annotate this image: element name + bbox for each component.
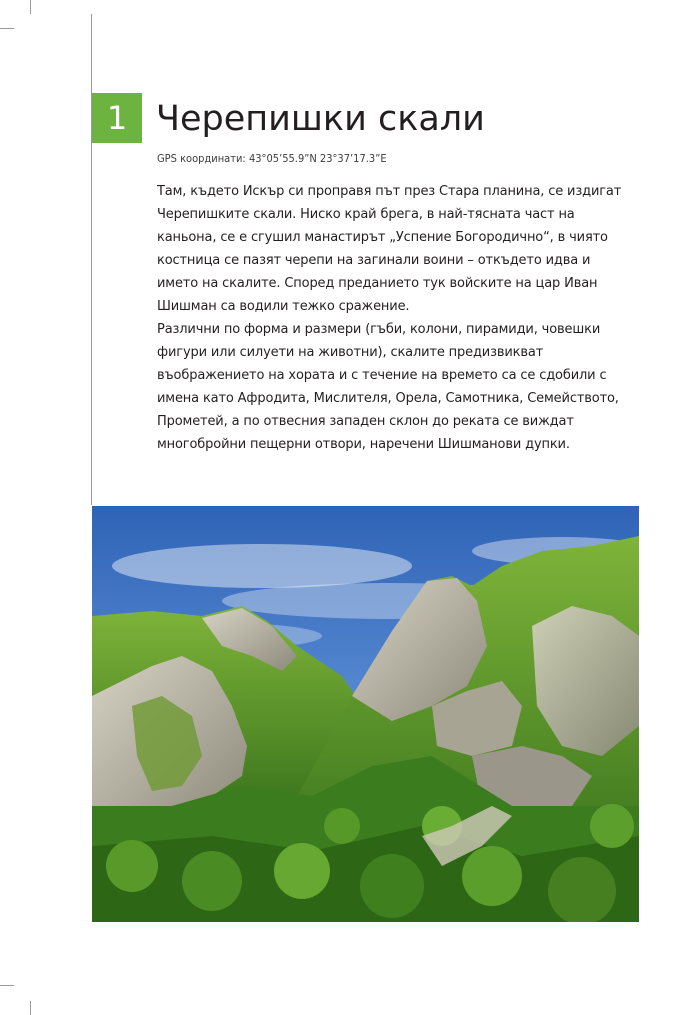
crop-mark bbox=[30, 1001, 31, 1015]
mountain-photo bbox=[92, 506, 639, 922]
paragraph-2: Различни по форма и размери (гъби, колони, пирамиди, човешки фигури или силуети на животни), скалите предизвикват въображението на хората и с течение на времето са се сдобили с имена като Афродита, Мислителя, Орела, Самотника, Семейството, Прометей, а по отвесния западен склон до реката се виждат многобройни пещерни отвори, наречени Шишманови дупки. bbox=[157, 322, 619, 452]
crop-mark bbox=[0, 28, 14, 29]
gps-coordinates bbox=[157, 152, 387, 166]
page-title: Черепишки скали bbox=[156, 99, 485, 139]
crop-mark bbox=[0, 985, 14, 986]
chapter-number-badge bbox=[92, 93, 142, 143]
chapter-number: 1 bbox=[106, 99, 128, 137]
gps-value: 43°05’55.9”N 23°37’17.3”E bbox=[248, 152, 387, 165]
paragraph-1: Там, където Искър си проправя път през Стара планина, се издигат Черепишките скали. Ниско край брега, в най-тясната част на каньона, се е сгушил манастирът „Успение Богородично“, в чиято костница се пазят черепи на загинали воини – откъдето идва и името на скалите. Според преданието тук войските на цар Иван Шишман са водили тежко сражение. bbox=[157, 184, 622, 314]
crop-mark bbox=[30, 0, 31, 14]
margin-line bbox=[91, 14, 92, 505]
gps-label: GPS координати: bbox=[157, 152, 246, 165]
